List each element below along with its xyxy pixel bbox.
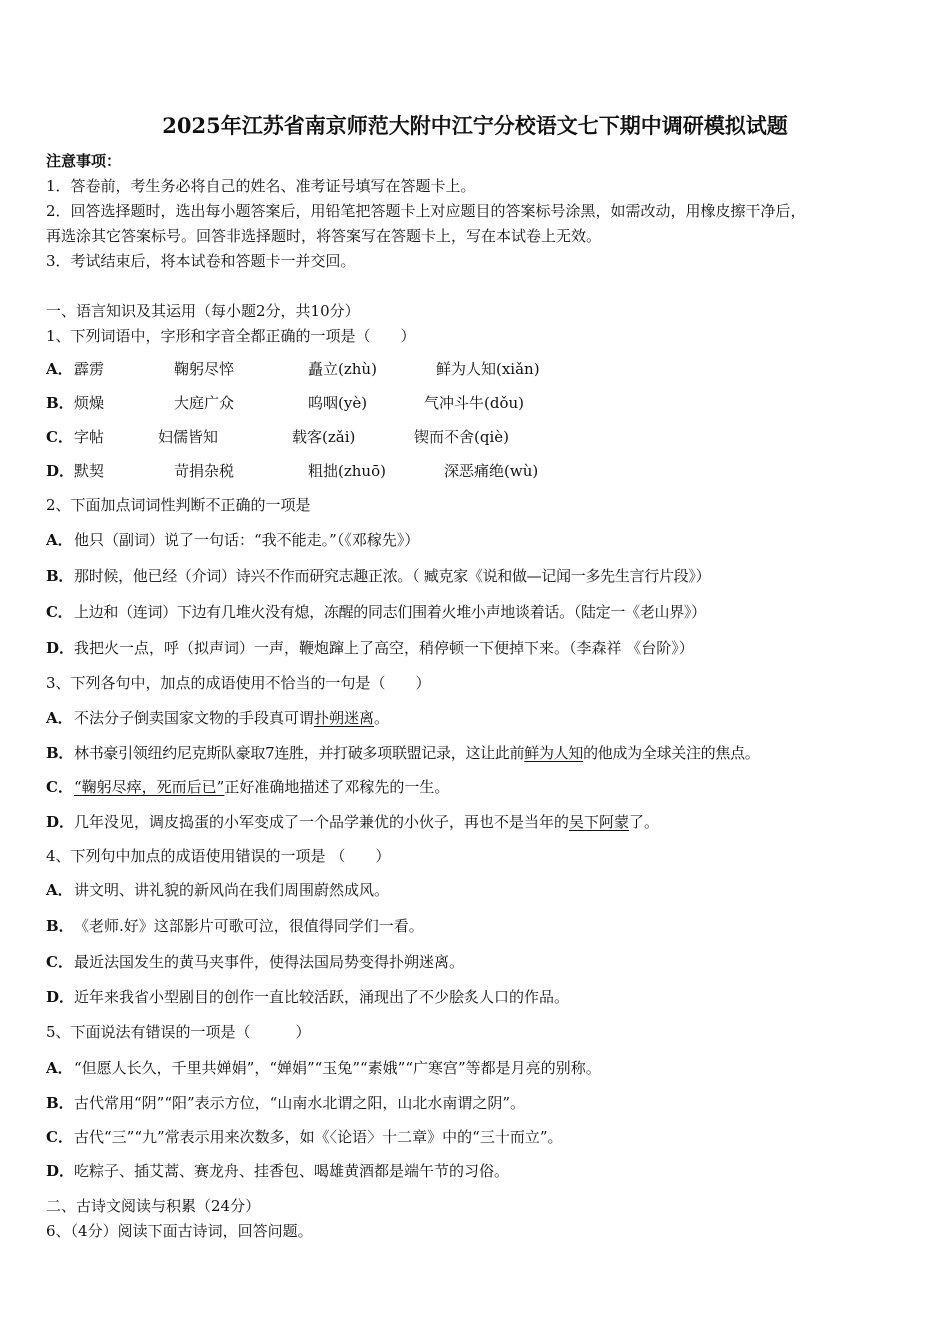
- option-text: 正好准确地描述了邓稼先的一生。: [224, 778, 450, 796]
- option: [46, 565, 910, 587]
- option-label: C．: [46, 1128, 73, 1146]
- question-stem: 2、下面加点词词性判断不正确的一项是: [46, 496, 311, 514]
- option-label: A．: [46, 360, 73, 378]
- option-label: A．: [46, 531, 73, 549]
- option-label: A．: [46, 709, 73, 727]
- option-word: 粗拙(zhuō): [308, 462, 386, 480]
- question-stem: 6、（4分）阅读下面古诗词，回答问题。: [46, 1222, 313, 1240]
- notice-item: 再选涂其它答案标号。回答非选择题时，将答案写在答题卡上，写在本试卷上无效。: [46, 227, 602, 245]
- option-text: 《老师.好》这部影片可歌可泣，很值得同学们一看。: [74, 917, 424, 935]
- option: [46, 915, 910, 937]
- underlined-idiom: 鲜为人知: [524, 744, 584, 762]
- option-label: D．: [46, 462, 75, 480]
- option-label: C．: [46, 428, 73, 446]
- option-label: C．: [46, 953, 73, 971]
- option: [46, 776, 910, 798]
- option-word: 锲而不舍(qiè): [414, 428, 509, 446]
- option-label: D．: [46, 1162, 75, 1180]
- option-text: 林书豪引领纽约尼克斯队豪取7连胜，并打破多项联盟记录，这让此前: [74, 744, 525, 762]
- option-label: C．: [46, 603, 73, 621]
- option-text: 不法分子倒卖国家文物的手段真可谓: [74, 709, 315, 727]
- option-text: 吃粽子、插艾蒿、赛龙舟、挂香包、喝雄黄酒都是端午节的习俗。: [74, 1162, 510, 1180]
- notice-heading: 注意事项：: [46, 152, 122, 170]
- notice-item: 2．回答选择题时，选出每小题答案后，用铅笔把答题卡上对应题目的答案标号涂黑，如需改动，用橡皮擦干净后，: [46, 202, 806, 220]
- option: [46, 637, 910, 659]
- option-label: B．: [46, 567, 74, 585]
- option-word: 矗立(zhù): [308, 360, 377, 378]
- notice-item: 1．答卷前，考生务必将自己的姓名、准考证号填写在答题卡上。: [46, 177, 476, 195]
- option-word: 鞠躬尽悴: [174, 360, 235, 378]
- question-stem: 3、下列各句中，加点的成语使用不恰当的一句是（ ）: [46, 674, 431, 692]
- option-word: 字帖: [74, 428, 105, 446]
- page-title: 2025年江苏省南京师范大附中江宁分校语文七下期中调研模拟试题: [162, 113, 788, 138]
- option-word: 大庭广众: [174, 394, 235, 412]
- option-text: 古代常用“阴”“阳”表示方位，“山南水北谓之阳，山北水南谓之阴”。: [74, 1094, 526, 1112]
- option-text: 几年没见，调皮捣蛋的小军变成了一个品学兼优的小伙子，再也不是当年的: [74, 813, 570, 831]
- underlined-idiom: “鞠躬尽瘁，死而后已”: [74, 778, 225, 796]
- option: [46, 1092, 910, 1114]
- option-label: B．: [46, 1094, 74, 1112]
- option-text: 上边和（连词）下边有几堆火没有熄，冻醒的同志们围着火堆小声地谈着话。（陆定一《老山界》）: [74, 603, 706, 621]
- option-text: 了。: [629, 813, 660, 831]
- option-label: B．: [46, 744, 74, 762]
- section-heading: 一、语言知识及其运用（每小题2分，共10分）: [46, 302, 360, 320]
- option-text: 的他成为全球关注的焦点。: [583, 744, 760, 762]
- option-text: 我把火一点，呼（拟声词）一声，鞭炮蹿上了高空，稍停顿一下便掉下来。（李森祥 《台阶》）: [74, 639, 694, 657]
- section-heading: 二、古诗文阅读与积累（24分）: [46, 1197, 261, 1215]
- option-label: D．: [46, 813, 75, 831]
- option-text: 最近法国发生的黄马夹事件，使得法国局势变得扑朔迷离。: [74, 953, 465, 971]
- option-word: 霹雳: [74, 360, 105, 378]
- option-text: “但愿人长久，千里共婵娟”，“婵娟”“玉兔”“素娥”“广寒宫”等都是月亮的别称。: [74, 1059, 601, 1077]
- option-word: 载客(zǎi): [292, 428, 356, 446]
- option: [46, 951, 910, 973]
- option: [46, 879, 910, 901]
- option-word: 气冲斗牛(dǒu): [424, 394, 524, 412]
- underlined-idiom: 吴下阿蒙: [569, 813, 630, 831]
- option-word: 烦燥: [74, 394, 105, 412]
- option-text: 古代“三”“九”常表示用来次数多，如《〈论语〉十二章》中的“三十而立”。: [74, 1128, 563, 1146]
- option-label: A．: [46, 1059, 73, 1077]
- option-text: 近年来我省小型剧目的创作一直比较活跃，涌现出了不少脍炙人口的作品。: [74, 988, 570, 1006]
- option-text: 讲文明、讲礼貌的新风尚在我们周围蔚然成风。: [74, 881, 390, 899]
- option-label: C．: [46, 778, 73, 796]
- option: [46, 529, 910, 551]
- option-label: B．: [46, 394, 74, 412]
- option: [46, 1160, 910, 1182]
- option-word: 鲜为人知(xiǎn): [436, 360, 540, 378]
- option-text: 那时候，他已经（介词）诗兴不作而研究志趣正浓。（ 臧克家《说和做—记闻一多先生言行片段》）: [74, 567, 711, 585]
- question-stem: 4、下列句中加点的成语使用错误的一项是 （ ）: [46, 847, 391, 865]
- option: [46, 811, 910, 833]
- option-word: 妇儒皆知: [158, 428, 219, 446]
- option-word: 默契: [74, 462, 105, 480]
- option: [46, 1057, 910, 1079]
- option-label: A．: [46, 881, 73, 899]
- question-stem: 1、下列词语中，字形和字音全都正确的一项是（ ）: [46, 327, 416, 345]
- option-text: 。: [374, 709, 390, 727]
- option: [46, 1126, 910, 1148]
- option-word: 苛捐杂税: [174, 462, 235, 480]
- option-label: D．: [46, 639, 75, 657]
- option: [46, 742, 910, 764]
- underlined-idiom: 扑朔迷离: [314, 709, 375, 727]
- option: [46, 986, 910, 1008]
- option-label: B．: [46, 917, 74, 935]
- question-stem: 5、下面说法有错误的一项是（ ）: [46, 1023, 311, 1041]
- notice-item: 3．考试结束后，将本试卷和答题卡一并交回。: [46, 252, 356, 270]
- option-word: 深恶痛绝(wù): [444, 462, 539, 480]
- option-word: 呜咽(yè): [308, 394, 368, 412]
- option-text: 他只（副词）说了一句话：“我不能走。”（《邓稼先》）: [74, 531, 420, 549]
- option-label: D．: [46, 988, 75, 1006]
- option: [46, 707, 910, 729]
- option: [46, 601, 910, 623]
